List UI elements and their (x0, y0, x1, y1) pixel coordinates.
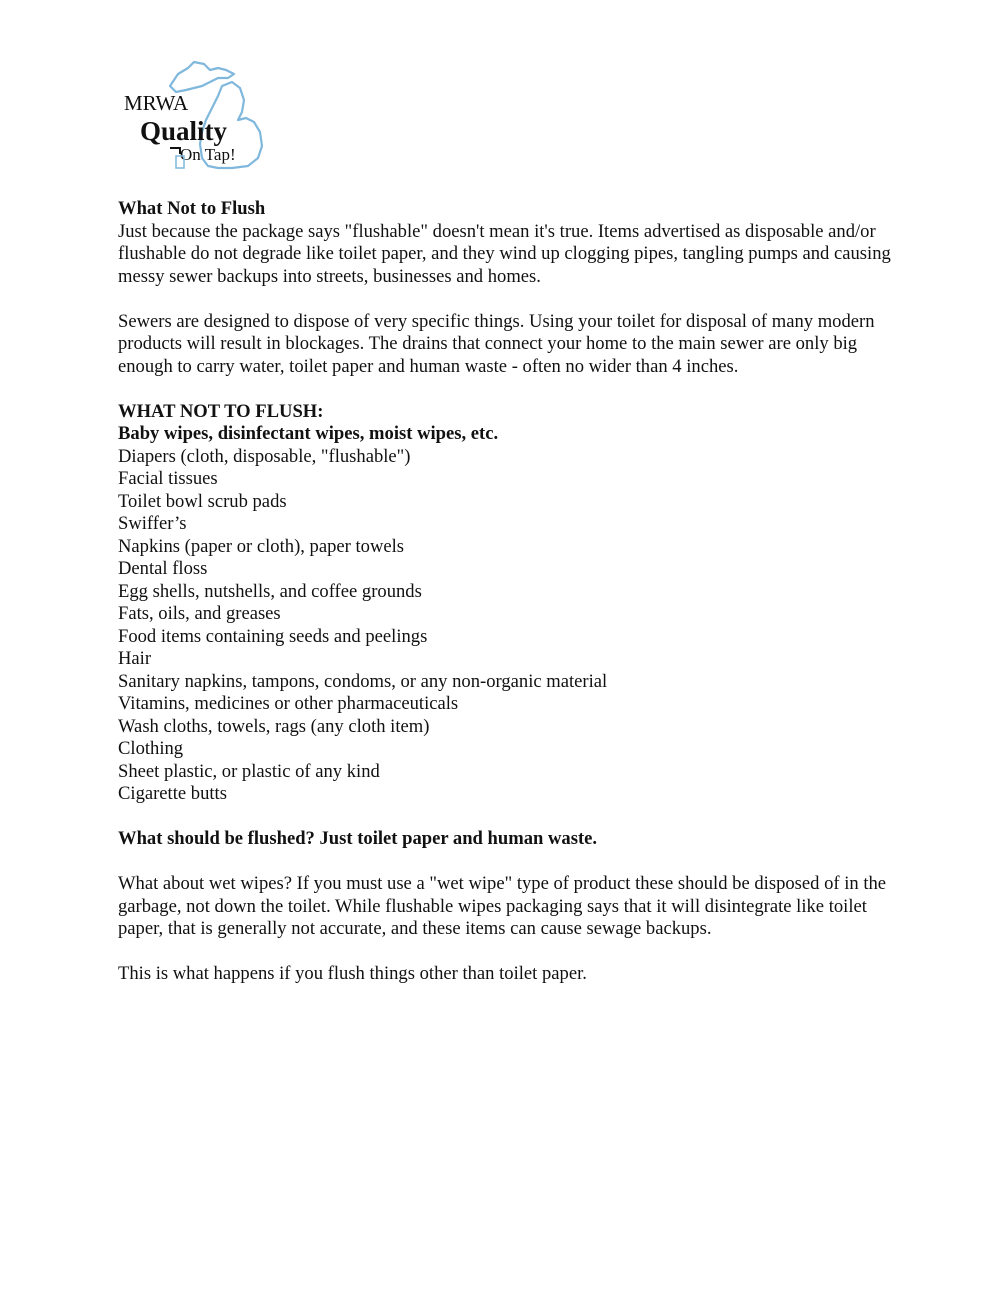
not-to-flush-list (118, 423, 898, 806)
michigan-map-icon (118, 56, 278, 176)
closing-paragraph: This is what happens if you flush things other than toilet paper. (118, 963, 587, 984)
document-body (118, 198, 898, 986)
list-item: Wash cloths, towels, rags (any cloth item) (118, 715, 430, 737)
mrwa-logo (118, 56, 278, 176)
list-item: Dental floss (118, 558, 208, 579)
list-item: Fats, oils, and greases (118, 603, 281, 624)
list-item: Hair (118, 648, 152, 669)
list-item: Baby wipes, disinfectant wipes, moist wipes, etc. (118, 423, 499, 444)
list-item: Swiffer’s (118, 513, 187, 534)
list-item: Egg shells, nutshells, and coffee grounds (118, 580, 422, 602)
wet-wipes-paragraph: What about wet wipes? If you must use a "wet wipe" type of product these should be disposed of in the garbage, not down the toilet. While flushable wipes packaging says that it will disintegrate like toilet paper, that is generally not accurate, and these items can cause sewage backups. (118, 873, 887, 939)
logo-line2: On Tap! (180, 145, 236, 164)
list-item: Cigarette butts (118, 783, 227, 804)
should-flush-heading: What should be flushed? Just toilet paper and human waste. (118, 828, 598, 849)
list-item: Vitamins, medicines or other pharmaceuticals (118, 693, 459, 714)
intro-paragraph: Just because the package says "flushable" doesn't mean it's true. Items advertised as disposable and/or flushable do not degrade like toilet paper, and they wind up clogging pipes, tangling pumps and causing messy sewer backups into streets, businesses and homes. (118, 220, 891, 287)
list-item: Diapers (cloth, disposable, "flushable") (118, 445, 411, 467)
list-item: Clothing (118, 738, 184, 759)
list-item: Food items containing seeds and peelings (118, 625, 428, 647)
section-title: What Not to Flush (118, 198, 266, 219)
list-item: Sanitary napkins, tampons, condoms, or any non-organic material (118, 670, 608, 692)
list-item: Facial tissues (118, 468, 218, 489)
faucet-icon (170, 148, 180, 154)
sewer-paragraph: Sewers are designed to dispose of very specific things. Using your toilet for disposal of many modern products will result in blockages. The drains that connect your home to the main sewer are only big enough to carry water, toilet paper and human waste - often no wider than 4 inches. (118, 310, 875, 377)
list-item: Napkins (paper or cloth), paper towels (118, 535, 405, 557)
list-heading: WHAT NOT TO FLUSH: (118, 400, 324, 422)
list-item: Sheet plastic, or plastic of any kind (118, 760, 380, 782)
list-item: Toilet bowl scrub pads (118, 490, 287, 512)
logo-org: MRWA (124, 91, 189, 115)
logo-line1: Quality (140, 116, 228, 146)
